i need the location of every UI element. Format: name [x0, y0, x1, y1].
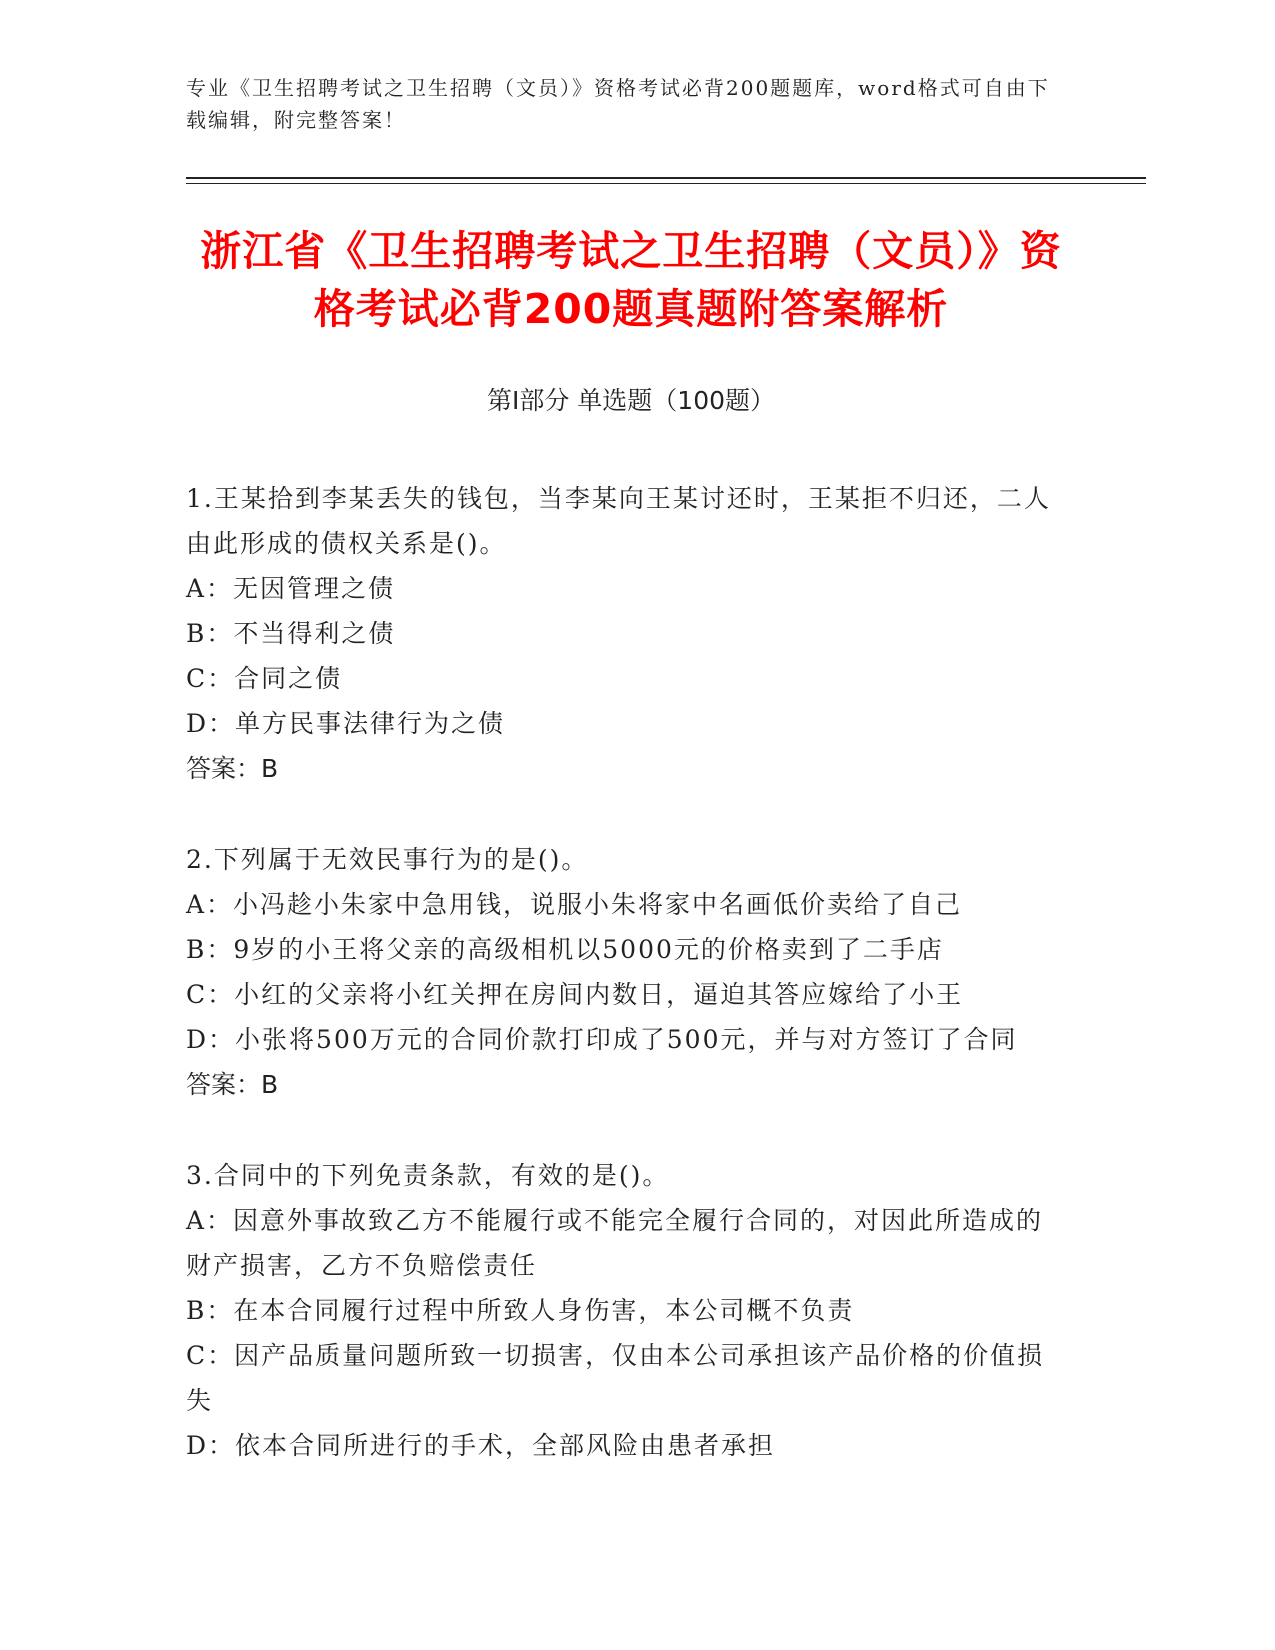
option-a: A：小冯趁小朱家中急用钱，说服小朱将家中名画低价卖给了自己 — [186, 890, 963, 919]
option-a: A：无因管理之债 — [186, 574, 396, 603]
answer: 答案：B — [186, 754, 279, 783]
question-3 — [186, 1153, 1066, 1468]
header-divider-thin — [186, 183, 1146, 184]
question-1 — [186, 476, 1066, 791]
header-divider-thick — [186, 177, 1146, 179]
question-list — [186, 476, 1066, 1514]
question-stem: 1.王某拾到李某丢失的钱包，当李某向王某讨还时，王某拒不归还，二人由此形成的债权关系是()。 — [186, 484, 1051, 558]
section-heading: 第Ⅰ部分 单选题（100题） — [486, 386, 776, 415]
question-2 — [186, 837, 1066, 1107]
question-stem: 3.合同中的下列免责条款，有效的是()。 — [186, 1161, 670, 1190]
answer: 答案：B — [186, 1070, 279, 1099]
option-b: B：9岁的小王将父亲的高级相机以5000元的价格卖到了二手店 — [186, 935, 944, 964]
option-a: A：因意外事故致乙方不能履行或不能完全履行合同的，对因此所造成的财产损害，乙方不负赔偿责任 — [186, 1206, 1044, 1280]
option-d: D：单方民事法律行为之债 — [186, 709, 506, 738]
question-stem: 2.下列属于无效民事行为的是()。 — [186, 845, 589, 874]
option-d: D：小张将500万元的合同价款打印成了500元，并与对方签订了合同 — [186, 1025, 1018, 1054]
document-title: 浙江省《卫生招聘考试之卫生招聘（文员）》资格考试必背200题真题附答案解析 — [200, 227, 1062, 333]
option-c: C：小红的父亲将小红关押在房间内数日，逼迫其答应嫁给了小王 — [186, 980, 964, 1009]
option-c: C：合同之债 — [186, 664, 343, 693]
header-note: 专业《卫生招聘考试之卫生招聘（文员）》资格考试必背200题题库，word格式可自由下载编辑，附完整答案！ — [186, 76, 1050, 132]
option-b: B：不当得利之债 — [186, 619, 396, 648]
option-b: B：在本合同履行过程中所致人身伤害，本公司概不负责 — [186, 1296, 855, 1325]
option-d: D：依本合同所进行的手术，全部风险由患者承担 — [186, 1431, 776, 1460]
option-c: C：因产品质量问题所致一切损害，仅由本公司承担该产品价格的价值损失 — [186, 1341, 1045, 1415]
